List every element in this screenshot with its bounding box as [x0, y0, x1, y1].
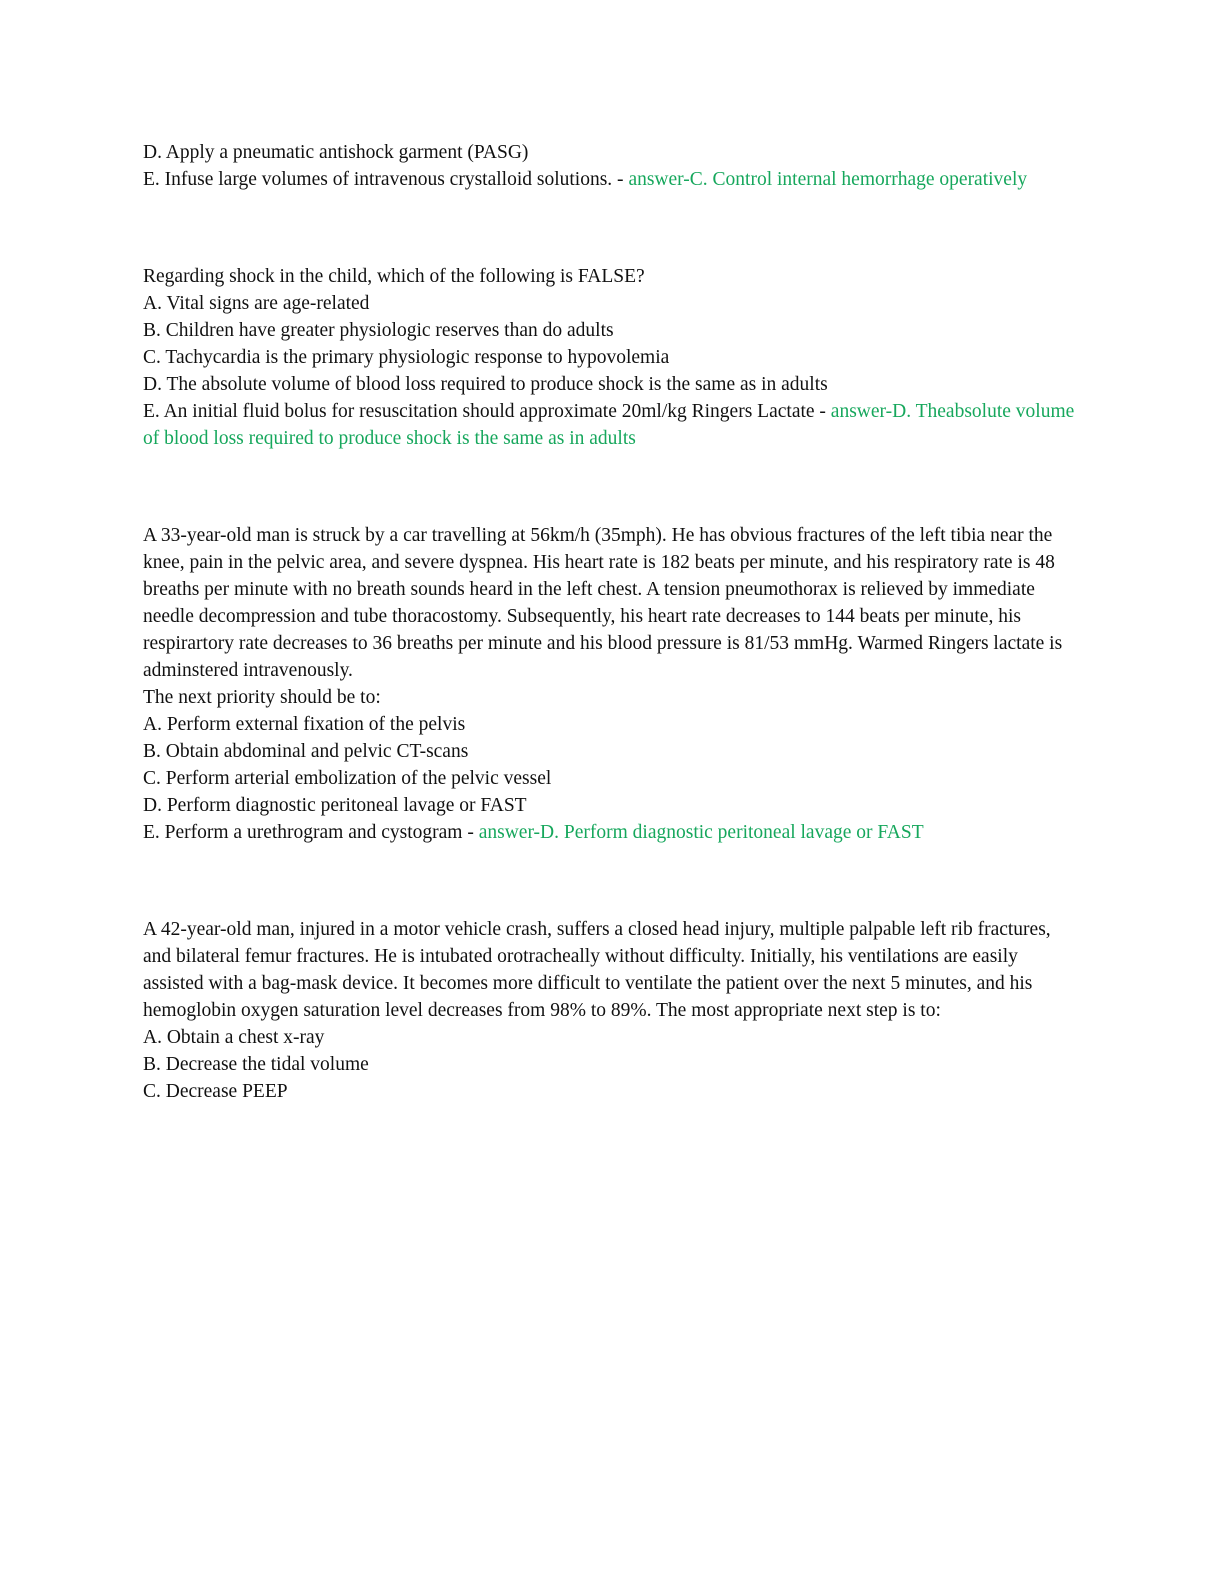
- option-text: D. Apply a pneumatic antishock garment (PASG): [143, 142, 529, 163]
- option-text: B. Decrease the tidal volume: [143, 1054, 369, 1075]
- option-line: [143, 711, 1080, 738]
- option-text: B. Children have greater physiologic reserves than do adults: [143, 320, 614, 341]
- question-text: [143, 263, 1080, 290]
- question-stem: [143, 916, 1080, 1024]
- option-text: D. The absolute volume of blood loss required to produce shock is the same as in adults: [143, 374, 828, 395]
- option-text: A. Vital signs are age-related: [143, 293, 370, 314]
- option-text: C. Decrease PEEP: [143, 1081, 288, 1102]
- scenario-text: A 33-year-old man is struck by a car travelling at 56km/h (35mph). He has obvious fractures of the left tibia near the knee, pain in the pelvic area, and severe dyspnea. His heart rate is 182 beats per minute, and his respiratory rate is 48 breaths per minute with no breath sounds heard in the left chest. A tension pneumothorax is relieved by immediate needle decompression and tube thoracostomy. Subsequently, his heart rate decreases to 144 beats per minute, his respirartory rate decreases to 36 breaths per minute and his blood pressure is 81/53 mmHg. Warmed Ringers lactate is adminstered intravenously.: [143, 525, 1063, 681]
- option-text: C. Perform arterial embolization of the pelvic vessel: [143, 768, 552, 789]
- question-block: [143, 916, 1080, 1105]
- option-line: [143, 166, 1080, 193]
- scenario-text: A 42-year-old man, injured in a motor vehicle crash, suffers a closed head injury, multiple palpable left rib fractures, and bilateral femur fractures. He is intubated orotracheally without difficulty. Initially, his ventilations are easily assisted with a bag-mask device. It becomes more difficult to ventilate the patient over the next 5 minutes, and his hemoglobin oxygen saturation level decreases from 98% to 89%. The most appropriate next step is to:: [143, 919, 1051, 1021]
- question-block: [143, 263, 1080, 452]
- option-text: E. Perform a urethrogram and cystogram -: [143, 822, 479, 843]
- option-line: [143, 290, 1080, 317]
- option-line: [143, 738, 1080, 765]
- option-line: [143, 139, 1080, 166]
- question-text: [143, 684, 1080, 711]
- option-text: D. Perform diagnostic peritoneal lavage or FAST: [143, 795, 527, 816]
- option-line: [143, 1078, 1080, 1105]
- answer-text: answer-C. Control internal hemorrhage operatively: [628, 169, 1028, 190]
- option-line: [143, 371, 1080, 398]
- option-line: [143, 819, 1080, 846]
- question-block: [143, 139, 1080, 193]
- option-line: [143, 1024, 1080, 1051]
- option-text: A. Perform external fixation of the pelvis: [143, 714, 466, 735]
- option-line: [143, 792, 1080, 819]
- option-line: [143, 765, 1080, 792]
- option-text: E. An initial fluid bolus for resuscitation should approximate 20ml/kg Ringers Lactate -: [143, 401, 831, 422]
- question-stem: [143, 522, 1080, 684]
- option-line: [143, 317, 1080, 344]
- answer-text: answer-D. Perform diagnostic peritoneal lavage or FAST: [478, 822, 924, 843]
- document-page: [143, 139, 1080, 1175]
- question-stem: Regarding shock in the child, which of the following is FALSE?: [143, 266, 645, 287]
- option-text: E. Infuse large volumes of intravenous crystalloid solutions. -: [143, 169, 629, 190]
- question-block: [143, 522, 1080, 846]
- option-text: B. Obtain abdominal and pelvic CT-scans: [143, 741, 469, 762]
- option-text: A. Obtain a chest x-ray: [143, 1027, 325, 1048]
- question-prompt: The next priority should be to:: [143, 687, 381, 708]
- answer-text: answer-D. Theabsolute volume of blood loss required to produce shock is the same as in adults: [143, 401, 1075, 449]
- option-line: [143, 344, 1080, 371]
- option-line: [143, 398, 1080, 452]
- option-text: C. Tachycardia is the primary physiologic response to hypovolemia: [143, 347, 670, 368]
- option-line: [143, 1051, 1080, 1078]
